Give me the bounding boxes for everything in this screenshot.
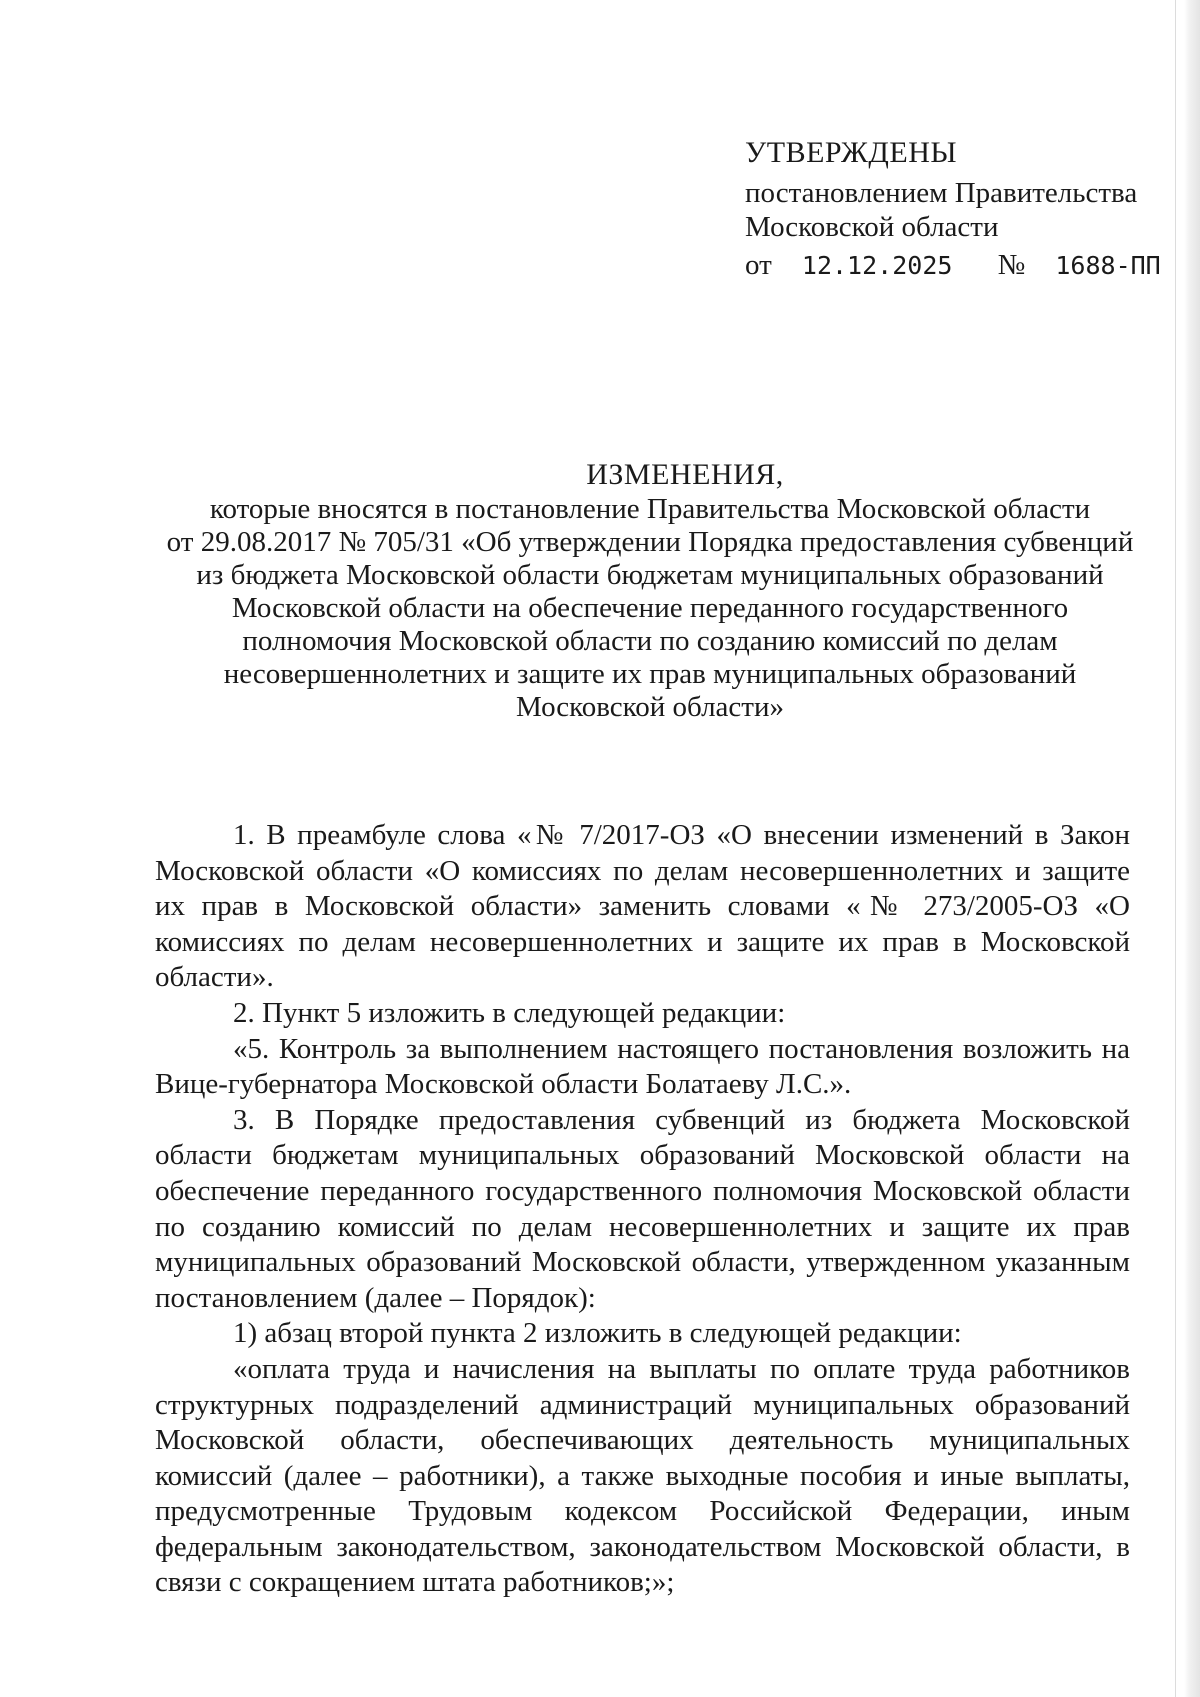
approval-number: 1688-ПП — [1055, 251, 1161, 280]
approval-date: 12.12.2025 — [801, 251, 953, 280]
title-line: Московской области» — [516, 691, 784, 723]
scan-edge-shadow — [1184, 0, 1200, 1697]
approval-line-1: постановлением Правительства — [745, 177, 1138, 209]
document-title — [150, 458, 1150, 724]
paragraph-3: «5. Контроль за выполнением настоящего постановления возложить на Вице-губернатора Московской области Болатаеву Л.С.». — [155, 1032, 1130, 1101]
date-prefix: от — [745, 249, 772, 281]
paragraph-5: 1) абзац второй пункта 2 изложить в следующей редакции: — [233, 1317, 962, 1350]
title-line: которые вносятся в постановление Правительства Московской области — [209, 493, 1091, 525]
document-body — [155, 818, 1130, 1601]
title-line: полномочия Московской области по созданию комиссий по делам — [242, 625, 1058, 657]
paragraph-4: 3. В Порядке предоставления субвенций из бюджета Московской области бюджетам муниципальных образований Московской области на обеспечение переданного государственного полномочия Московской области по созданию комиссий по делам несовершеннолетних и защите их прав муниципальных образований Московской области, утвержденном указанным постановлением (далее – Порядок): — [155, 1103, 1130, 1314]
approval-date-line — [745, 248, 1185, 283]
title-line: Московской области на обеспечение переданного государственного — [231, 592, 1069, 624]
paragraph-6: «оплата труда и начисления на выплаты по оплате труда работников структурных подразделений администраций муниципальных образований Московской области, обеспечивающих деятельность муниципальных комиссий (далее – работники), а также выходные пособия и иные выплаты, предусмотренные Трудовым кодексом Российской Федерации, иным федеральным законодательством, законодательством Московской области, в связи с сокращением штата работников;»; — [155, 1352, 1130, 1599]
paragraph-1: 1. В преамбуле слова «№ 7/2017-ОЗ «О внесении изменений в Закон Московской области «О комиссиях по делам несовершеннолетних и защите их прав в Московской области» заменить словами «№ 273/2005-ОЗ «О комиссиях по делам несовершеннолетних и защите их прав в Московской области». — [155, 819, 1130, 994]
title-line: от 29.08.2017 № 705/31 «Об утверждении Порядка предоставления субвенций — [166, 526, 1134, 558]
paragraph-2: 2. Пункт 5 изложить в следующей редакции: — [233, 996, 786, 1029]
approval-line-2: Московской области — [745, 211, 999, 243]
title-line: из бюджета Московской области бюджетам муниципальных образований — [196, 559, 1104, 591]
title-line: несовершеннолетних и защите их прав муниципальных образований — [223, 658, 1077, 690]
title-heading: ИЗМЕНЕНИЯ, — [586, 458, 784, 491]
approval-heading: УТВЕРЖДЕНЫ — [745, 136, 958, 169]
approval-block — [745, 136, 1185, 283]
number-sign: № — [997, 249, 1026, 281]
